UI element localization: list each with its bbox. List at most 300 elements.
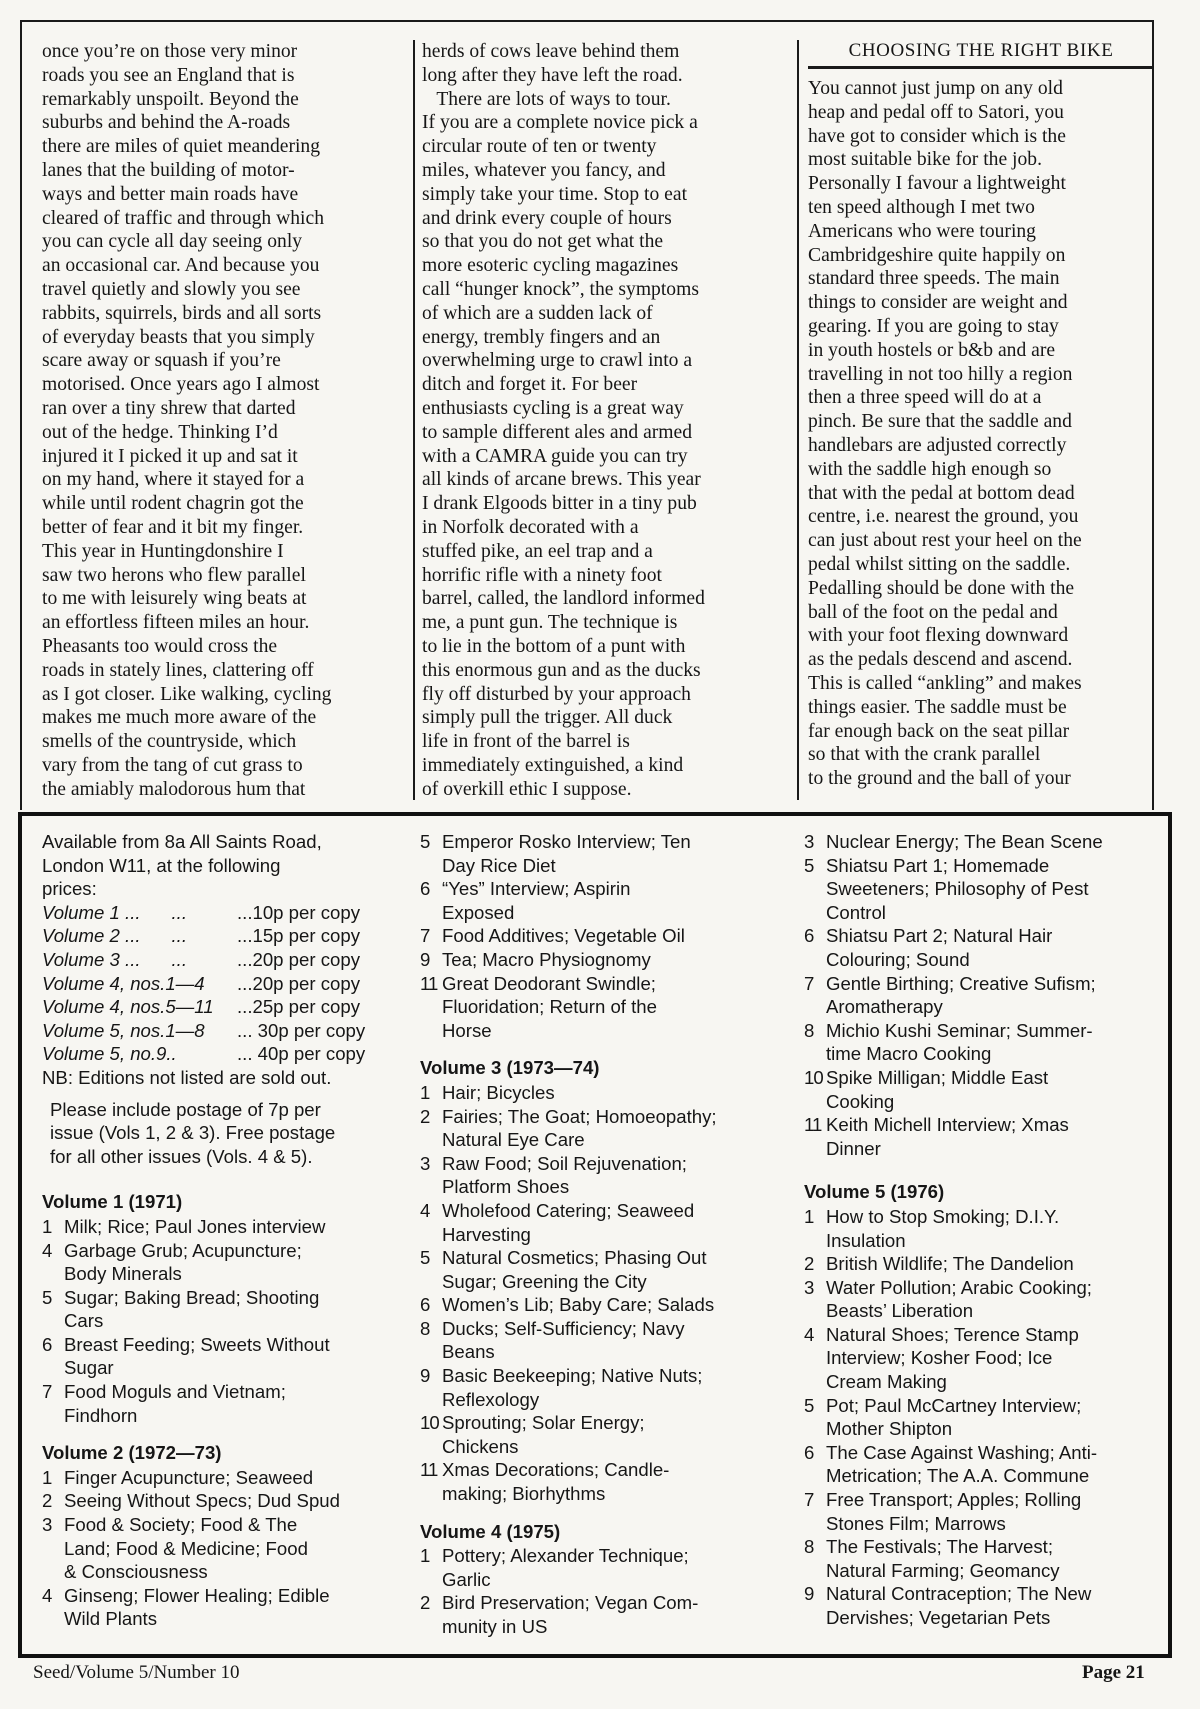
- text-line: to lie in the bottom of a punt with: [422, 635, 686, 657]
- price-list: [42, 901, 397, 1066]
- price-row: [42, 1042, 397, 1066]
- issue-topics: Shiatsu Part 1; Homemade: [826, 854, 1050, 876]
- issue-topics: Raw Food; Soil Rejuvenation;: [442, 1152, 687, 1174]
- issue-line: [420, 1615, 775, 1639]
- issue-number: 9: [420, 948, 431, 970]
- text-line: pedal whilst sitting on the saddle.: [808, 553, 1071, 575]
- issue-number: 7: [420, 925, 431, 947]
- issue-line: [804, 1441, 1154, 1465]
- volume-5-list: [804, 1180, 1154, 1629]
- issue-number: 1: [804, 1205, 815, 1227]
- issue-line: [42, 1356, 397, 1380]
- text-line: an effortless fifteen miles an hour.: [42, 612, 310, 634]
- issue-line: [804, 1370, 1154, 1394]
- price-row: [42, 972, 397, 996]
- price-row: [42, 924, 397, 948]
- issue-line: [804, 1229, 1154, 1253]
- text-line: you can cycle all day seeing only: [42, 231, 303, 253]
- issue-line: [804, 1113, 1154, 1137]
- text-line: heap and pedal off to Satori, you: [808, 101, 1064, 123]
- issue-topics: The Festivals; The Harvest;: [826, 1536, 1053, 1558]
- text-line: the amiably malodorous hum that: [42, 778, 306, 800]
- text-line: things to consider are weight and: [808, 292, 1068, 314]
- postage-line: issue (Vols 1, 2 & 3). Free postage: [50, 1122, 336, 1144]
- issue-line: [804, 1559, 1154, 1583]
- issue-number: 3: [42, 1514, 53, 1536]
- availability-text: [42, 830, 397, 901]
- text-line: better of fear and it bit my finger.: [42, 516, 304, 538]
- issue-number: [804, 995, 826, 1019]
- issue-line: [804, 877, 1154, 901]
- issue-line: [804, 948, 1154, 972]
- issue-line: [420, 901, 775, 925]
- issue-line: [804, 1394, 1154, 1418]
- text-line: overwhelming urge to crawl into a: [422, 350, 693, 372]
- text-line: to sample different ales and armed: [422, 421, 693, 443]
- issue-line: [804, 924, 1154, 948]
- issue-number: 2: [804, 1253, 815, 1275]
- text-line: energy, trembly fingers and an: [422, 326, 661, 348]
- issue-topics: Wild Plants: [64, 1608, 157, 1630]
- sold-out-note: NB: Editions not listed are sold out.: [42, 1066, 332, 1088]
- issue-topics: Nuclear Energy; The Bean Scene: [826, 831, 1103, 852]
- issue-topics: Water Pollution; Arabic Cooking;: [826, 1276, 1092, 1298]
- text-line: motorised. Once years ago I almost: [42, 374, 320, 396]
- issue-topics: Seeing Without Specs; Dud Spud: [64, 1490, 340, 1512]
- issue-number: 8: [420, 1317, 431, 1339]
- intro-line: London W11, at the following: [42, 854, 281, 876]
- issue-number: 7: [804, 1489, 815, 1511]
- issue-line: [420, 972, 775, 996]
- issue-topics: Michio Kushi Seminar; Summer-: [826, 1019, 1093, 1041]
- text-line: in Norfolk decorated with a: [422, 516, 639, 538]
- text-line: there are miles of quiet meandering: [42, 136, 321, 158]
- issue-number: 10: [420, 1412, 439, 1434]
- issue-number: 11: [804, 1114, 822, 1136]
- volume-heading: Volume 5 (1976): [804, 1181, 945, 1203]
- issue-number: 4: [42, 1584, 53, 1606]
- price-row: [42, 1019, 397, 1043]
- volume-heading: Volume 4 (1975): [420, 1520, 561, 1542]
- text-line: ways and better main roads have: [42, 183, 299, 205]
- price-amount: ...25p per copy: [237, 996, 361, 1018]
- issue-number: [420, 854, 442, 878]
- sidebar-column: [808, 40, 1154, 791]
- text-line: smells of the countryside, which: [42, 731, 297, 753]
- issue-number: [42, 1607, 64, 1631]
- issue-line: [42, 1380, 397, 1404]
- text-line: Personally I favour a lightweight: [808, 173, 1066, 195]
- text-line: standard three speeds. The main: [808, 268, 1060, 290]
- text-line: handlebars are adjusted correctly: [808, 434, 1067, 456]
- issue-topics: Food Additives; Vegetable Oil: [442, 925, 685, 947]
- issue-topics: Spike Milligan; Middle East: [826, 1066, 1049, 1088]
- issue-number: 11: [420, 1459, 438, 1481]
- text-line: travelling in not too hilly a region: [808, 363, 1073, 385]
- issue-line: [420, 1019, 775, 1043]
- text-line: Pedalling should be done with the: [808, 577, 1075, 599]
- text-line: can just about rest your heel on the: [808, 530, 1082, 552]
- issue-number: 6: [420, 1294, 431, 1316]
- text-line: roads you see an England that is: [42, 64, 295, 86]
- issue-number: [420, 1019, 442, 1043]
- issue-line: [420, 1388, 775, 1412]
- issue-number: [804, 1417, 826, 1441]
- issue-line: [804, 901, 1154, 925]
- issue-number: 1: [420, 1545, 431, 1567]
- text-line: on my hand, where it stayed for a: [42, 469, 305, 491]
- issue-line: [420, 1568, 775, 1592]
- issue-line: [420, 1458, 775, 1482]
- issue-number: 2: [420, 1592, 431, 1614]
- text-line: me, a punt gun. The technique is: [422, 612, 678, 634]
- article-column-1: [42, 40, 400, 802]
- text-line: immediately extinguished, a kind: [422, 754, 684, 776]
- issue-line: [420, 1591, 775, 1615]
- text-line: miles, whatever you fancy, and: [422, 159, 666, 181]
- text-line: far enough back on the seat pillar: [808, 720, 1070, 742]
- issue-topics: Finger Acupuncture; Seaweed: [64, 1466, 314, 1488]
- text-line: barrel, called, the landlord informed: [422, 588, 705, 610]
- text-line: of overkill ethic I suppose.: [422, 778, 632, 800]
- text-line: simply take your time. Stop to eat: [422, 183, 688, 205]
- issue-number: 1: [42, 1466, 53, 1488]
- text-line: There are lots of ways to tour.: [422, 88, 671, 110]
- issue-line: [804, 1042, 1154, 1066]
- article-section: [20, 20, 1154, 810]
- text-line: rabbits, squirrels, birds and all sorts: [42, 302, 322, 324]
- issue-number: 1: [420, 1081, 431, 1103]
- issue-line: [42, 1584, 397, 1608]
- issue-topics: & Consciousness: [64, 1561, 208, 1583]
- issue-topics: Sprouting; Solar Energy;: [442, 1412, 645, 1434]
- issue-line: [420, 1435, 775, 1459]
- issue-topics: Horse: [442, 1019, 492, 1041]
- text-line: more esoteric cycling magazines: [422, 255, 679, 277]
- issue-topics: Gentle Birthing; Creative Sufism;: [826, 972, 1096, 994]
- intro-line: prices:: [42, 878, 97, 900]
- text-line: long after they have left the road.: [422, 64, 683, 86]
- footer-issue: Seed/Volume 5/Number 10: [33, 1662, 240, 1683]
- issue-number: 6: [804, 1441, 815, 1463]
- issue-line: [420, 1364, 775, 1388]
- issue-line: [420, 877, 775, 901]
- issue-line: [42, 1215, 397, 1239]
- issue-topics: Insulation: [826, 1229, 906, 1251]
- postage-line: for all other issues (Vols. 4 & 5).: [50, 1145, 313, 1167]
- issue-number: 1: [42, 1215, 53, 1237]
- text-line: call “hunger knock”, the symptoms: [422, 278, 699, 300]
- back-issues-column-3: [804, 830, 1154, 1630]
- issue-topics: munity in US: [442, 1616, 548, 1637]
- issue-topics: Dervishes; Vegetarian Pets: [826, 1607, 1051, 1628]
- issue-topics: Bird Preservation; Vegan Com-: [442, 1592, 699, 1614]
- text-line: makes me much more aware of the: [42, 707, 317, 729]
- issue-number: 6: [804, 925, 815, 947]
- text-line: with a CAMRA guide you can try: [422, 445, 688, 467]
- issue-line: [42, 1537, 397, 1561]
- issue-topics: Beans: [442, 1341, 495, 1363]
- price-amount: ...20p per copy: [237, 948, 361, 970]
- issue-line: [420, 1270, 775, 1294]
- volume-1-list: [42, 1190, 397, 1427]
- issue-number: [804, 948, 826, 972]
- issue-topics: Garbage Grub; Acupuncture;: [64, 1239, 302, 1261]
- issue-topics: Pot; Paul McCartney Interview;: [826, 1394, 1082, 1416]
- issue-number: [804, 1559, 826, 1583]
- issue-topics: Garlic: [442, 1568, 491, 1590]
- text-line: have got to consider which is the: [808, 125, 1066, 147]
- issue-line: [804, 1019, 1154, 1043]
- issue-number: 2: [42, 1490, 53, 1512]
- text-line: pinch. Be sure that the saddle and: [808, 411, 1072, 433]
- issue-number: 3: [804, 1276, 815, 1298]
- issue-number: [420, 1340, 442, 1364]
- issue-number: [420, 1482, 442, 1506]
- issue-line: [804, 995, 1154, 1019]
- text-line: saw two herons who flew parallel: [42, 564, 306, 586]
- text-line: ran over a tiny shrew that darted: [42, 397, 296, 419]
- issue-number: [804, 877, 826, 901]
- issue-line: [420, 924, 775, 948]
- issue-number: 5: [420, 1247, 431, 1269]
- text-line: This year in Huntingdonshire I: [42, 540, 284, 562]
- issue-topics: British Wildlife; The Dandelion: [826, 1253, 1074, 1275]
- volume-heading: Volume 3 (1973—74): [420, 1057, 600, 1079]
- issue-topics: Sugar; Baking Bread; Shooting: [64, 1286, 320, 1308]
- sidebar-title: CHOOSING THE RIGHT BIKE: [808, 40, 1154, 69]
- issue-line: [804, 972, 1154, 996]
- issue-number: [804, 1229, 826, 1253]
- issue-number: [420, 901, 442, 925]
- issue-topics: Food & Society; Food & The: [64, 1514, 298, 1536]
- issue-topics: Natural Cosmetics; Phasing Out: [442, 1247, 707, 1269]
- price-row: [42, 901, 397, 925]
- issue-number: 4: [804, 1323, 815, 1345]
- issue-number: [42, 1404, 64, 1428]
- issue-number: 6: [420, 878, 431, 900]
- text-line: travel quietly and slowly you see: [42, 278, 301, 300]
- issue-line: [420, 1317, 775, 1341]
- issue-line: [420, 995, 775, 1019]
- issue-topics: How to Stop Smoking; D.I.Y.: [826, 1205, 1060, 1227]
- issue-topics: Cooking: [826, 1090, 895, 1112]
- text-line: of which are a sudden lack of: [422, 302, 653, 324]
- issue-topics: Control: [826, 901, 886, 923]
- issue-topics: Breast Feeding; Sweets Without: [64, 1333, 330, 1355]
- price-amount: ... 30p per copy: [237, 1019, 366, 1041]
- issue-topics: “Yes” Interview; Aspirin: [442, 878, 631, 900]
- issue-line: [804, 854, 1154, 878]
- text-line: cleared of traffic and through which: [42, 207, 324, 229]
- volume-4-list: [420, 1520, 775, 1639]
- issue-number: [804, 901, 826, 925]
- issue-number: [42, 1560, 64, 1584]
- column-divider: [413, 40, 415, 800]
- issue-topics: Hair; Bicycles: [442, 1081, 555, 1103]
- text-line: to me with leisurely wing beats at: [42, 588, 307, 610]
- issue-topics: Metrication; The A.A. Commune: [826, 1465, 1090, 1487]
- text-line: If you are a complete novice pick a: [422, 112, 698, 134]
- sidebar-text: [808, 77, 1154, 791]
- price-volume: Volume 2 ... ...: [42, 925, 188, 947]
- text-line: You cannot just jump on any old: [808, 78, 1063, 99]
- issue-number: [804, 1137, 826, 1161]
- text-line: so that you do not get what the: [422, 231, 664, 253]
- price-amount: ...20p per copy: [237, 972, 361, 994]
- volume-3-list: [420, 1056, 775, 1505]
- issue-number: 8: [804, 1019, 815, 1041]
- issue-topics: Wholefood Catering; Seaweed: [442, 1199, 695, 1221]
- issue-line: [804, 1346, 1154, 1370]
- issue-number: 3: [420, 1152, 431, 1174]
- text-line: remarkably unspoilt. Beyond the: [42, 88, 299, 110]
- issue-number: [804, 1090, 826, 1114]
- issue-number: 7: [42, 1381, 53, 1403]
- text-line: I drank Elgoods bitter in a tiny pub: [422, 493, 697, 515]
- issue-number: [420, 1270, 442, 1294]
- issue-topics: Pottery; Alexander Technique;: [442, 1545, 689, 1567]
- issue-number: [420, 1568, 442, 1592]
- issue-line: [420, 1340, 775, 1364]
- issue-line: [804, 1276, 1154, 1300]
- price-row: [42, 995, 397, 1019]
- issue-number: 2: [420, 1105, 431, 1127]
- issue-number: [420, 1223, 442, 1247]
- issue-line: [42, 1333, 397, 1357]
- issue-number: [42, 1262, 64, 1286]
- issue-number: 4: [42, 1239, 53, 1261]
- issue-line: [420, 1223, 775, 1247]
- issue-line: [804, 1252, 1154, 1276]
- issue-topics: Harvesting: [442, 1223, 531, 1245]
- text-line: then a three speed will do at a: [808, 387, 1042, 409]
- price-volume: Volume 4, nos.1—4: [42, 972, 205, 994]
- text-line: things easier. The saddle must be: [808, 696, 1067, 718]
- issue-number: [420, 995, 442, 1019]
- issue-line: [804, 1299, 1154, 1323]
- issue-number: [804, 1299, 826, 1323]
- issue-topics: Aromatherapy: [826, 996, 943, 1018]
- text-line: roads in stately lines, clattering off: [42, 659, 314, 681]
- text-line: Pheasants too would cross the: [42, 635, 278, 657]
- issue-topics: Platform Shoes: [442, 1176, 570, 1198]
- text-line: ditch and forget it. For beer: [422, 374, 638, 396]
- issue-line: [804, 1606, 1154, 1630]
- issue-number: 6: [42, 1333, 53, 1355]
- issue-topics: Beasts’ Liberation: [826, 1300, 974, 1322]
- text-line: most suitable bike for the job.: [808, 149, 1042, 171]
- text-line: fly off disturbed by your approach: [422, 683, 691, 705]
- text-line: an occasional car. And because you: [42, 255, 320, 277]
- issue-topics: The Case Against Washing; Anti-: [826, 1441, 1098, 1463]
- issue-topics: Findhorn: [64, 1404, 138, 1426]
- issue-topics: Milk; Rice; Paul Jones interview: [64, 1215, 326, 1237]
- issue-number: [420, 1128, 442, 1152]
- issue-line: [420, 1175, 775, 1199]
- text-line: ten speed although I met two: [808, 196, 1035, 218]
- text-line: as the pedals descend and ascend.: [808, 649, 1073, 671]
- text-line: vary from the tang of cut grass to: [42, 754, 303, 776]
- volume-2-list-continued: [420, 830, 775, 1042]
- price-amount: ...10p per copy: [237, 901, 361, 923]
- issue-topics: Free Transport; Apples; Rolling: [826, 1489, 1082, 1511]
- issue-line: [42, 1489, 397, 1513]
- issue-number: 5: [42, 1286, 53, 1308]
- issue-number: [420, 1435, 442, 1459]
- issue-number: 3: [804, 831, 815, 852]
- issue-topics: Day Rice Diet: [442, 854, 556, 876]
- issue-topics: Natural Eye Care: [442, 1129, 585, 1151]
- issue-line: [42, 1239, 397, 1263]
- footer-page-number: Page 21: [1082, 1662, 1145, 1683]
- issue-number: 4: [420, 1199, 431, 1221]
- text-line: so that with the crank parallel: [808, 744, 1041, 766]
- issue-topics: Fairies; The Goat; Homoeopathy;: [442, 1105, 717, 1127]
- issue-line: [804, 1137, 1154, 1161]
- issue-number: [42, 1309, 64, 1333]
- issue-line: [420, 1293, 775, 1317]
- issue-topics: Sugar: [64, 1357, 114, 1379]
- issue-line: [420, 1544, 775, 1568]
- text-line: life in front of the barrel is: [422, 731, 630, 753]
- issue-line: [42, 1560, 397, 1584]
- issue-topics: Sugar; Greening the City: [442, 1270, 647, 1292]
- text-line: herds of cows leave behind them: [422, 41, 680, 62]
- issue-line: [804, 1205, 1154, 1229]
- issue-line: [42, 1262, 397, 1286]
- text-line: as I got closer. Like walking, cycling: [42, 683, 332, 705]
- issue-line: [42, 1513, 397, 1537]
- price-amount: ...15p per copy: [237, 925, 361, 947]
- text-line: in youth hostels or b&b and are: [808, 339, 1056, 361]
- price-volume: Volume 4, nos.5—11: [42, 996, 214, 1018]
- price-volume: Volume 5, no.9..: [42, 1043, 177, 1065]
- issue-number: [420, 1388, 442, 1412]
- intro-line: Available from 8a All Saints Road,: [42, 831, 322, 852]
- issue-topics: Fluoridation; Return of the: [442, 996, 657, 1018]
- text-line: with the saddle high enough so: [808, 458, 1052, 480]
- issue-topics: Xmas Decorations; Candle-: [442, 1459, 670, 1481]
- back-issues-column-1: [42, 830, 397, 1631]
- text-line: out of the hedge. Thinking I’d: [42, 421, 278, 443]
- issue-topics: Interview; Kosher Food; Ice: [826, 1347, 1053, 1369]
- price-volume: Volume 3 ... ...: [42, 948, 188, 970]
- price-amount: ... 40p per copy: [237, 1043, 366, 1065]
- issue-number: [804, 1370, 826, 1394]
- issue-line: [420, 830, 775, 854]
- text-line: of everyday beasts that you simply: [42, 326, 315, 348]
- text-line: stuffed pike, an eel trap and a: [422, 540, 653, 562]
- issue-line: [42, 1404, 397, 1428]
- issue-line: [420, 1411, 775, 1435]
- issue-topics: making; Biorhythms: [442, 1483, 606, 1505]
- text-line: while until rodent chagrin got the: [42, 493, 304, 515]
- column-divider: [797, 40, 799, 800]
- text-line: ball of the foot on the pedal and: [808, 601, 1058, 623]
- text-line: Americans who were touring: [808, 220, 1036, 242]
- issue-topics: Natural Farming; Geomancy: [826, 1559, 1060, 1581]
- issue-line: [804, 1417, 1154, 1441]
- text-line: and drink every couple of hours: [422, 207, 672, 229]
- issue-topics: Reflexology: [442, 1388, 540, 1410]
- issue-topics: Natural Contraception; The New: [826, 1583, 1092, 1605]
- issue-topics: Ducks; Self-Sufficiency; Navy: [442, 1317, 685, 1339]
- issue-line: [804, 1512, 1154, 1536]
- text-line: Cambridgeshire quite happily on: [808, 244, 1066, 266]
- issue-line: [420, 1081, 775, 1105]
- text-line: This is called “ankling” and makes: [808, 672, 1082, 694]
